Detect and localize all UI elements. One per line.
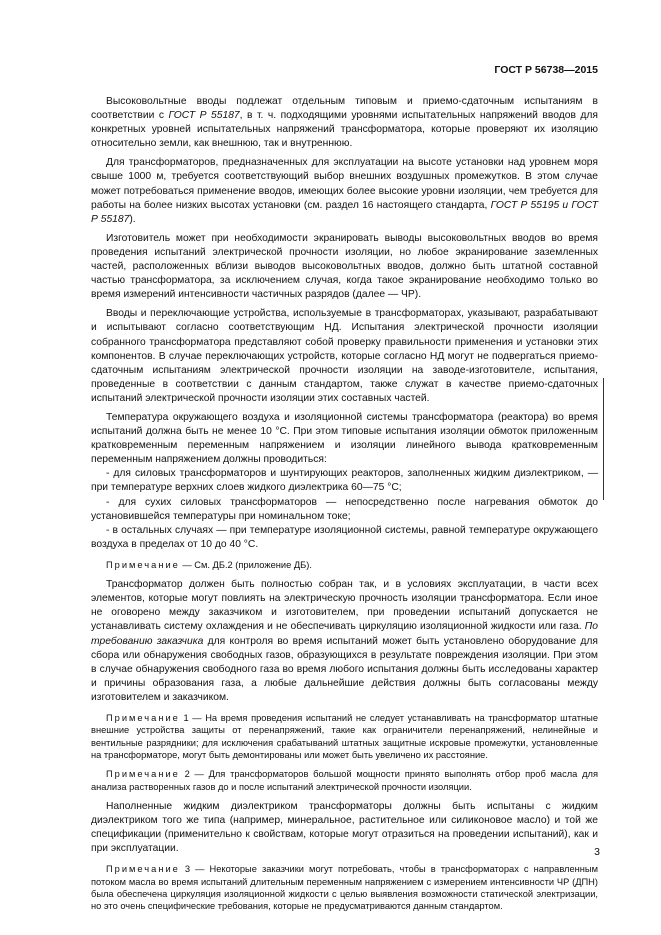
note-label: Примечание: [106, 769, 180, 780]
document-body: [91, 95, 598, 912]
page-number: 3: [594, 846, 600, 858]
list-item: - для силовых трансформаторов и шунтирующих реакторов, заполненных жидким диэлектриком, — при температуре верхних слоев жидкого диэлектрика 60—75 °С;: [91, 468, 598, 494]
paragraph-screening: Изготовитель может при необходимости экранировать выводы высоковольтных вводов во время проведения испытаний электрической прочности изоляции, но любое экранирование заземленных частей, расположенных вблизи выводов высоковольтных вводов, должно быть штатной составной частью трансформатора, за исключением случая, когда такое экранирование необходимо только во время измерений интенсивности частичных разрядов (далее — ЧР).: [91, 232, 598, 301]
text: — См. ДБ.2 (приложение ДБ).: [179, 559, 312, 570]
paragraph-altitude: [91, 156, 598, 226]
text: Для трансформаторов, предназначенных для эксплуатации на высоте установки над уровнем моря свыше 1000 м, требуется соответствующий выбор внешних воздушных промежутков. В этом случае может потребоваться применение вводов, имеющих более высокие уровни изоляции, чем требуется для работы на более низких высотах установки (см. раздел 16 настоящего стандарта,: [91, 157, 598, 211]
text: для контроля во время испытаний может быть установлено оборудование для сбора или обнаружения свободных газов, образующихся в результате повреждения изоляции. При этом в случае обнаружения свободного газа во время любого испытания должны быть исследованы характер и причины образования газа, а любые дальнейшие действия должны быть согласованы между изготовителем и заказчиком.: [91, 635, 598, 703]
list-item: - для сухих силовых трансформаторов — непосредственно после нагревания обмоток до установившейся температуры при номинальном токе;: [91, 496, 598, 522]
note-label: Примечание: [106, 559, 180, 570]
change-bar: [603, 378, 604, 500]
paragraph-components: Вводы и переключающие устройства, используемые в трансформаторах, указывают, разрабатывают и испытывают согласно соответствующим НД. Испытания электрической прочности изоляции собранного трансформатора представляют собой проверку правильности применения и установки этих компонентов. В случае переключающих устройств, которые согласно НД могут не подвергаться приемо-сдаточным испытаниям электрической прочности изоляции на заводе-изготовителе, испытания, проведенные в соответствии с данным стандартом, также служат в качестве приемо-сдаточных испытаний электрической прочности изоляции этих составных частей.: [91, 308, 598, 404]
text: , в т. ч. подходящими уровнями испытательных напряжений вводов для конкретных уровней испытательных напряжений трансформатора, которые проверяют их изоляцию относительно земли, как внешнюю, так и внутреннюю.: [91, 110, 599, 150]
standard-ref: ГОСТ Р 55187: [168, 110, 240, 122]
emphasis: По требованию заказчика: [91, 621, 598, 647]
standard-ref: ГОСТ Р 55195 и ГОСТ Р 55187: [91, 199, 598, 225]
note: [91, 712, 598, 761]
paragraph-temperature: Температура окружающего воздуха и изоляционной системы трансформатора (реактора) во время испытаний должна быть не менее 10 °С. При этом типовые испытания изоляции обмоток приложенным кратковременным переменным напряжением и изоляции линейного вывода кратковременным переменным напряжением должны проводиться:: [91, 411, 598, 466]
text: Высоковольтные вводы подлежат отдельным типовым и приемо-сдаточным испытаниям в соответствии с: [91, 96, 598, 122]
text: 1 — На время проведения испытаний не следует устанавливать на трансформатор штатные внешние устройства защиты от перенапряжений, такие как ограничители перенапряжений, нелинейные и вентильные разрядники; для исключения срабатываний штатных защитные искровые промежутки, установленные на трансформаторе, могут быть демонтированы или может быть увеличено их расстояние.: [91, 713, 598, 760]
note: [91, 768, 598, 793]
note: [91, 559, 598, 571]
text: Трансформатор должен быть полностью собран так, и в условиях эксплуатации, в части всех элементов, которые могут повлиять на электрическую прочность изоляции трансформатора. Если иное не оговорено между заказчиком и изготовителем, при проведении испытаний допускается не устанавливать систему охлаждения и не обеспечивать циркуляцию изоляционной жидкости или газа.: [91, 579, 598, 633]
text: 3 — Некоторые заказчики могут потребовать, чтобы в трансформаторах с направленным потоком масла во время испытаний длительным переменным напряжением с измерением интенсивности ЧР (ДПН) была обеспечена циркуляция изоляционной жидкости с целью выявления возможности статической электризации, но это очень специфические требования, которые не предусматриваются данным стандартом.: [91, 864, 598, 912]
note-label: Примечание: [106, 713, 180, 724]
standard-header: ГОСТ Р 56738—2015: [494, 64, 598, 76]
text: ).: [129, 213, 136, 225]
paragraph-liquid: Наполненные жидким диэлектриком трансформаторы должны быть испытаны с жидким диэлектриком того же типа (например, минеральное, растительное или силиконовое масло) и той же спецификации (применительно к свойствам, которые могут отразиться на проведении испытаний), как и при эксплуатации.: [91, 800, 598, 855]
note-label: Примечание: [106, 864, 180, 875]
list-item: - в остальных случаях — при температуре изоляционной системы, равной температуре окружающего воздуха в пределах от 10 до 40 °С.: [91, 524, 598, 550]
paragraph-bushings: [91, 95, 598, 151]
text: 2 — Для трансформаторов большой мощности принято выполнять отбор проб масла для анализа растворенных газов до и после испытаний электрической прочности изоляции.: [91, 769, 598, 792]
paragraph-assembly: [91, 578, 598, 705]
note: [91, 863, 598, 912]
